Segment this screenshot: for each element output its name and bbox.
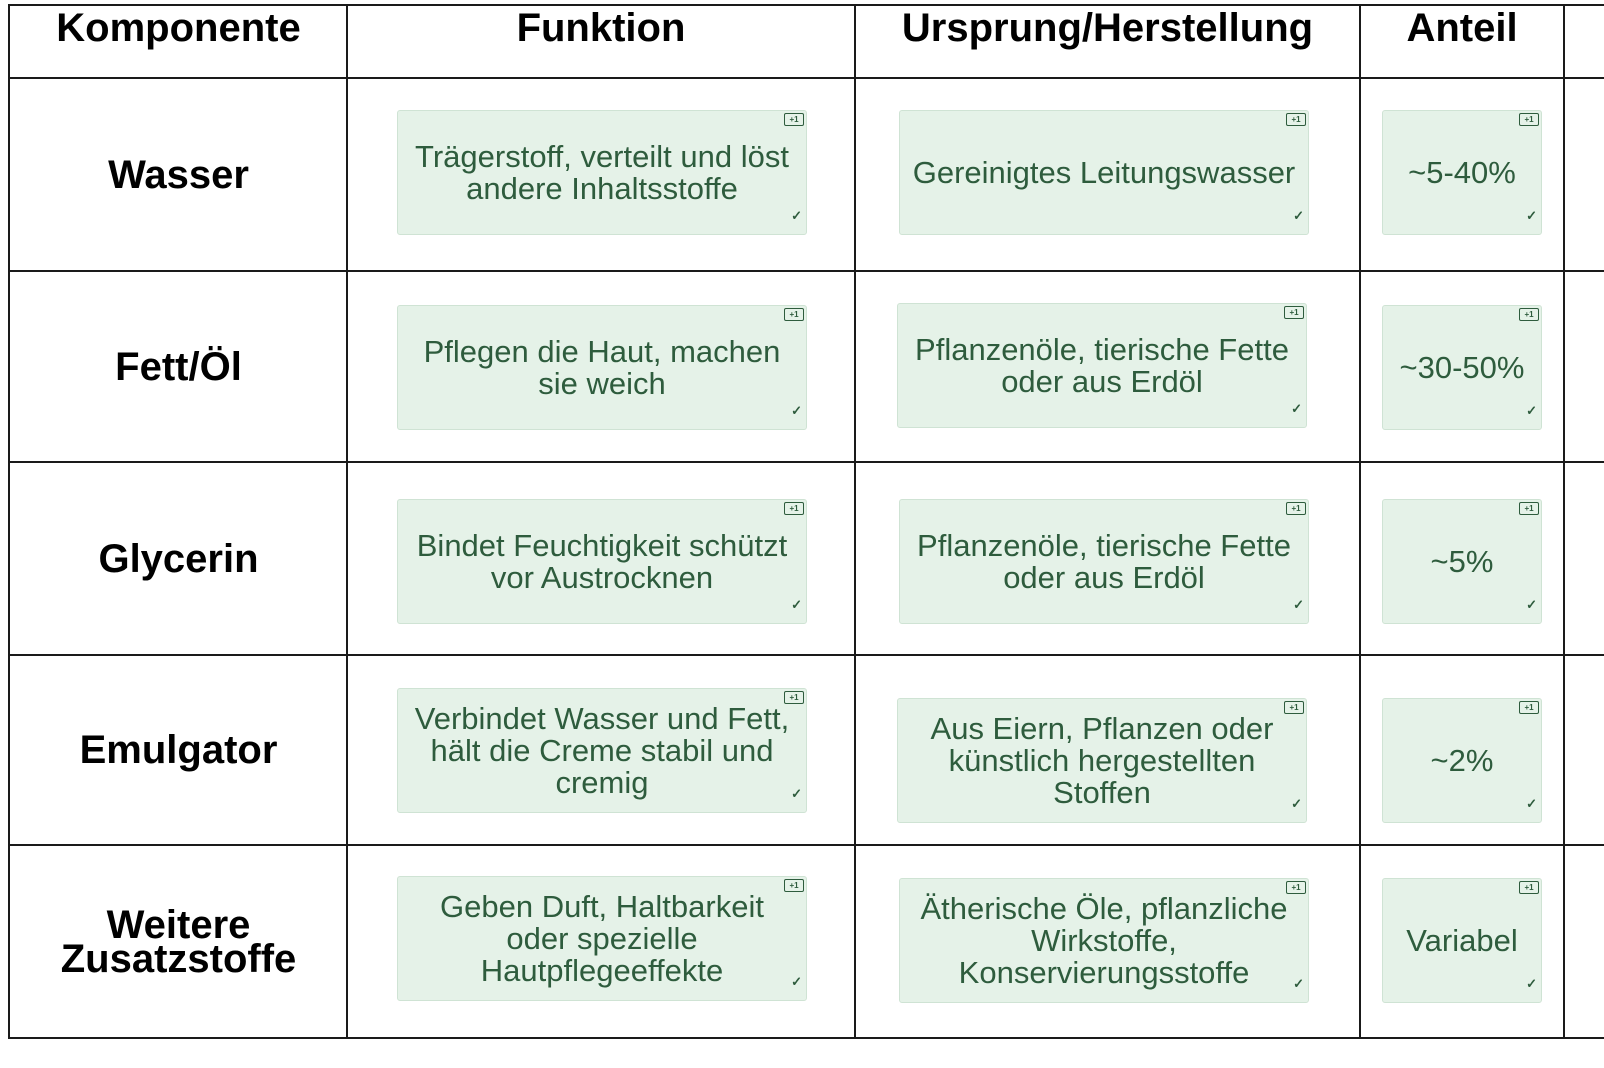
- check-icon: ✓: [1293, 597, 1304, 612]
- row-label-weitere-zusatzstoffe: Weitere Zusatzstoffe: [60, 902, 297, 981]
- card-text: ~5-40%: [1408, 154, 1516, 190]
- row-label-fett-oel: Fett/Öl: [115, 344, 242, 389]
- card-text: ~5%: [1430, 543, 1494, 579]
- plus-one-badge-icon[interactable]: +1: [784, 308, 804, 321]
- answer-card-ursprung[interactable]: [899, 499, 1309, 624]
- check-icon: ✓: [791, 208, 802, 223]
- plus-one-badge-icon[interactable]: +1: [1286, 113, 1306, 126]
- card-text: Pflanzenöle, tierische Fette oder aus Erdöl: [917, 527, 1291, 595]
- card-text: ~2%: [1430, 742, 1494, 778]
- card-text: ~30-50%: [1399, 349, 1525, 385]
- answer-card-anteil[interactable]: [1382, 110, 1542, 235]
- row-label-glycerin: Glycerin: [98, 536, 259, 581]
- answer-card-anteil[interactable]: [1382, 698, 1542, 823]
- answer-card-anteil[interactable]: [1382, 878, 1542, 1003]
- answer-card-funktion[interactable]: [397, 305, 807, 430]
- answer-card-anteil[interactable]: [1382, 305, 1542, 430]
- answer-card-funktion[interactable]: [397, 110, 807, 235]
- card-text: Ätherische Öle, pflanzliche Wirkstoffe, Konservierungsstoffe: [920, 890, 1288, 990]
- answer-card-ursprung[interactable]: [897, 303, 1307, 428]
- card-text: Gereinigtes Leitungswasser: [912, 154, 1296, 190]
- check-icon: ✓: [1526, 976, 1537, 991]
- card-text: Bindet Feuchtigkeit schützt vor Austrocknen: [416, 527, 788, 595]
- plus-one-badge-icon[interactable]: +1: [1519, 881, 1539, 894]
- plus-one-badge-icon[interactable]: +1: [1284, 701, 1304, 714]
- check-icon: ✓: [1526, 403, 1537, 418]
- check-icon: ✓: [791, 974, 802, 989]
- answer-card-ursprung[interactable]: [899, 878, 1309, 1003]
- card-text: Pflegen die Haut, machen sie weich: [423, 333, 781, 401]
- plus-one-badge-icon[interactable]: +1: [1519, 701, 1539, 714]
- plus-one-badge-icon[interactable]: +1: [1286, 502, 1306, 515]
- answer-card-funktion[interactable]: [397, 499, 807, 624]
- plus-one-badge-icon[interactable]: +1: [1286, 881, 1306, 894]
- check-icon: ✓: [1291, 796, 1302, 811]
- table-border: [854, 4, 856, 1038]
- answer-card-ursprung[interactable]: [899, 110, 1309, 235]
- answer-card-funktion[interactable]: [397, 876, 807, 1001]
- plus-one-badge-icon[interactable]: +1: [784, 502, 804, 515]
- answer-card-funktion[interactable]: [397, 688, 807, 813]
- table-border: [1359, 4, 1361, 1038]
- plus-one-badge-icon[interactable]: +1: [1519, 308, 1539, 321]
- answer-card-anteil[interactable]: [1382, 499, 1542, 624]
- card-text: Verbindet Wasser und Fett, hält die Creme stabil und cremig: [414, 700, 790, 800]
- row-label-emulgator: Emulgator: [79, 728, 278, 772]
- answer-card-ursprung[interactable]: [897, 698, 1307, 823]
- plus-one-badge-icon[interactable]: +1: [784, 879, 804, 892]
- card-text: Trägerstoff, verteilt und löst andere Inhaltsstoffe: [415, 138, 789, 206]
- header-komponente: Komponente: [56, 6, 301, 50]
- check-icon: ✓: [791, 597, 802, 612]
- card-text: Aus Eiern, Pflanzen oder künstlich hergestellten Stoffen: [930, 710, 1274, 810]
- row-label-wasser: Wasser: [108, 152, 249, 197]
- check-icon: ✓: [791, 786, 802, 801]
- header-anteil: Anteil: [1406, 6, 1518, 50]
- table-border-bottom: [8, 1037, 1604, 1039]
- plus-one-badge-icon[interactable]: +1: [784, 691, 804, 704]
- header-ursprung: Ursprung/Herstellung: [901, 6, 1314, 50]
- card-text: Geben Duft, Haltbarkeit oder spezielle Hautpflegeeffekte: [440, 888, 764, 988]
- table-border-right: [1563, 4, 1565, 1038]
- card-text: Pflanzenöle, tierische Fette oder aus Erdöl: [915, 331, 1289, 399]
- check-icon: ✓: [1293, 208, 1304, 223]
- check-icon: ✓: [1526, 796, 1537, 811]
- check-icon: ✓: [1526, 208, 1537, 223]
- check-icon: ✓: [1526, 597, 1537, 612]
- check-icon: ✓: [1291, 401, 1302, 416]
- plus-one-badge-icon[interactable]: +1: [1519, 502, 1539, 515]
- plus-one-badge-icon[interactable]: +1: [1284, 306, 1304, 319]
- plus-one-badge-icon[interactable]: +1: [1519, 113, 1539, 126]
- card-text: Variabel: [1406, 922, 1518, 958]
- header-funktion: Funktion: [516, 6, 686, 50]
- check-icon: ✓: [791, 403, 802, 418]
- plus-one-badge-icon[interactable]: +1: [784, 113, 804, 126]
- check-icon: ✓: [1293, 976, 1304, 991]
